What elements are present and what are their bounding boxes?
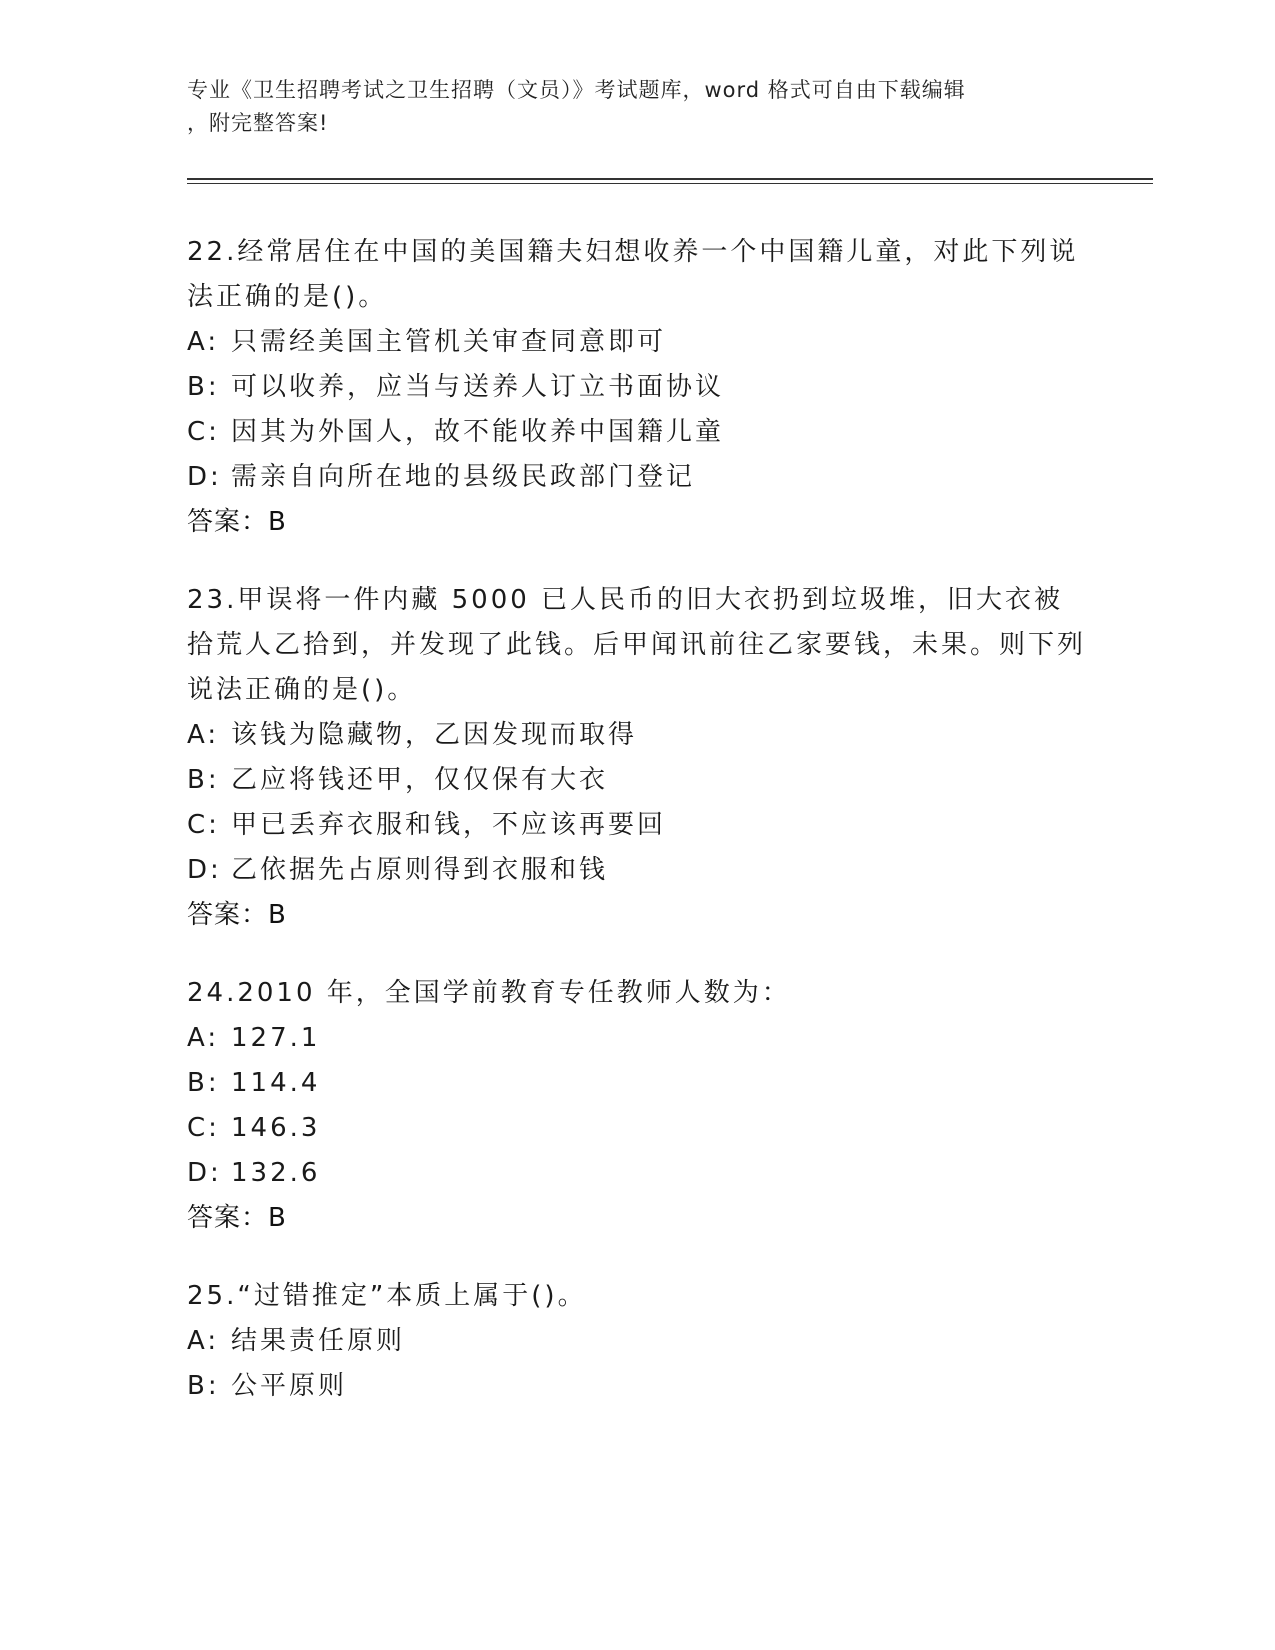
header-divider [187,178,1153,184]
option-text: 146.3 [231,1113,321,1143]
option-text: 因其为外国人，故不能收养中国籍儿童 [231,417,725,447]
option-letter: D: [187,855,222,885]
option-text: 只需经美国主管机关审查同意即可 [231,327,667,357]
option-letter: B: [187,1371,220,1401]
option-a [187,320,1087,365]
option-text: 该钱为隐藏物，乙因发现而取得 [231,720,638,750]
option-d [187,455,1087,500]
option-b [187,1364,1087,1409]
option-text: 甲已丢弃衣服和钱，不应该再要回 [231,810,667,840]
document-header [187,74,1087,140]
option-text: 114.4 [231,1068,321,1098]
option-b [187,365,1087,410]
option-d [187,848,1087,893]
header-line-1: 专业《卫生招聘考试之卫生招聘（文员）》考试题库，word 格式可自由下载编辑 [187,78,966,102]
question-25 [187,1274,1087,1409]
option-letter: B: [187,372,220,402]
question-24 [187,971,1087,1241]
option-c [187,410,1087,455]
option-b [187,1061,1087,1106]
option-letter: A: [187,1326,220,1356]
option-text: 结果责任原则 [231,1326,406,1356]
option-text: 132.6 [231,1158,321,1188]
option-text: 乙应将钱还甲，仅仅保有大衣 [231,765,609,795]
option-text: 公平原则 [231,1371,348,1401]
option-letter: D: [187,1158,222,1188]
option-letter: B: [187,765,220,795]
option-a [187,1016,1087,1061]
option-a [187,713,1087,758]
option-letter: A: [187,1023,220,1053]
question-list [187,230,1087,1442]
header-line-2: ，附完整答案! [187,111,329,135]
option-letter: A: [187,327,220,357]
question-stem: 25.“过错推定”本质上属于()。 [187,1281,587,1311]
question-22 [187,230,1087,545]
question-stem: 22.经常居住在中国的美国籍夫妇想收养一个中国籍儿童，对此下列说法正确的是()。 [187,237,1079,312]
question-stem: 24.2010 年，全国学前教育专任教师人数为： [187,978,791,1008]
answer-line: 答案：B [187,507,287,537]
option-text: 127.1 [231,1023,321,1053]
option-letter: A: [187,720,220,750]
question-23 [187,578,1087,938]
option-d [187,1151,1087,1196]
option-letter: C: [187,417,220,447]
option-c [187,1106,1087,1151]
option-a [187,1319,1087,1364]
option-c [187,803,1087,848]
answer-line: 答案：B [187,1203,287,1233]
option-text: 需亲自向所在地的县级民政部门登记 [231,462,696,492]
option-text: 可以收养，应当与送养人订立书面协议 [231,372,725,402]
option-text: 乙依据先占原则得到衣服和钱 [231,855,609,885]
answer-line: 答案：B [187,900,287,930]
option-letter: D: [187,462,222,492]
option-b [187,758,1087,803]
option-letter: C: [187,1113,220,1143]
question-stem: 23.甲误将一件内藏 5000 已人民币的旧大衣扔到垃圾堆，旧大衣被拾荒人乙拾到，并发现了此钱。后甲闻讯前往乙家要钱，未果。则下列说法正确的是()。 [187,585,1087,705]
option-letter: B: [187,1068,220,1098]
option-letter: C: [187,810,220,840]
